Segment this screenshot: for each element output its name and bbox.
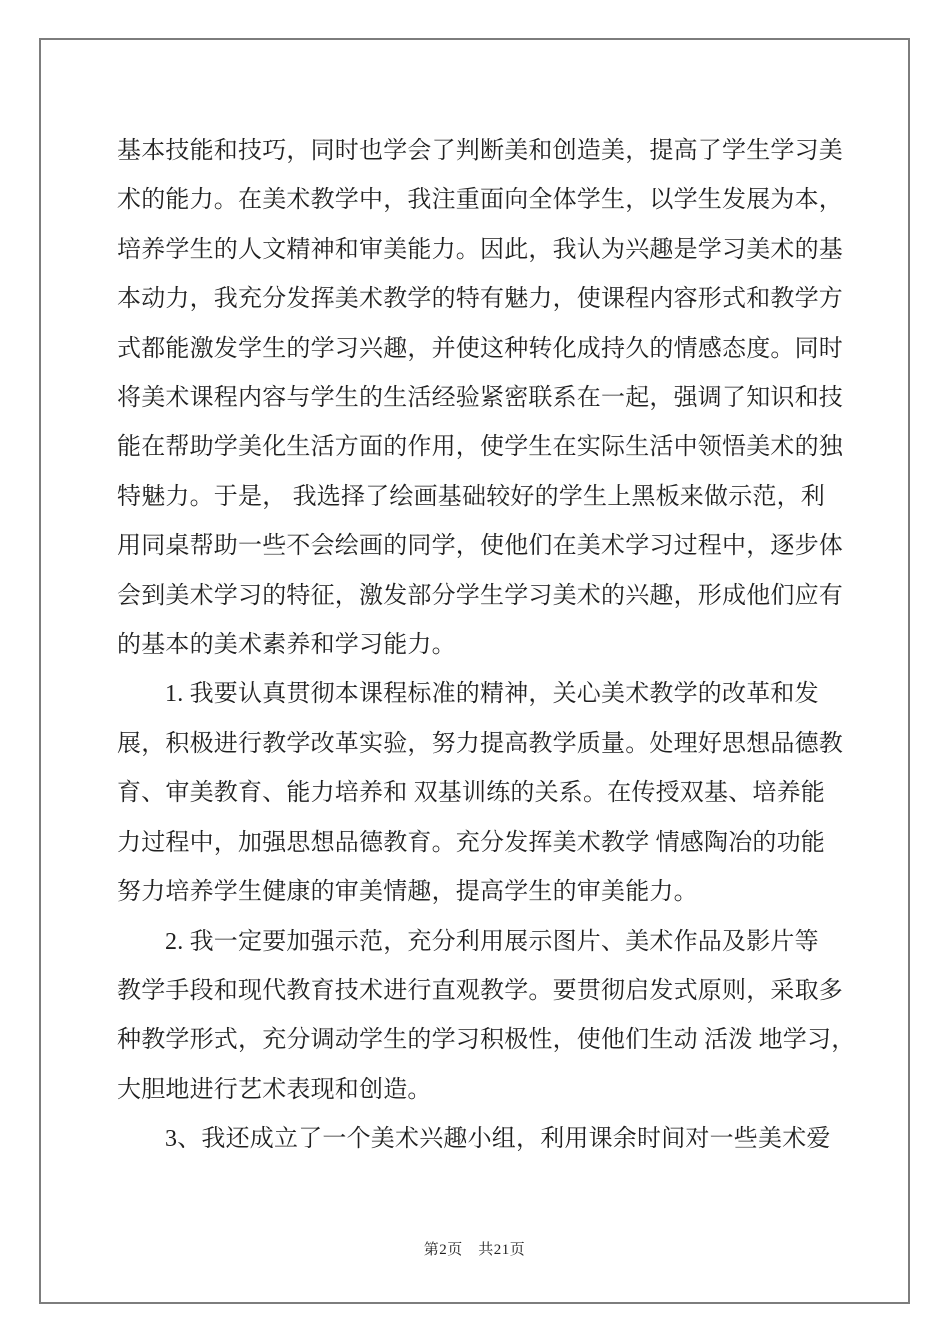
text-line: 力过程中，加强思想品德教育。充分发挥美术教学 情感陶冶的功能	[117, 829, 825, 856]
text-line: 用同桌帮助一些不会绘画的同学，使他们在美术学习过程中，逐步体	[117, 533, 843, 560]
text-line: 1. 我要认真贯彻本课程标准的精神，关心美术教学的改革和发	[165, 681, 819, 708]
text-line: 将美术课程内容与学生的生活经验紧密联系在一起，强调了知识和技	[117, 385, 843, 412]
paragraph	[117, 670, 847, 917]
text-line: 本动力，我充分发挥美术教学的特有魅力，使课程内容形式和教学方	[117, 286, 843, 313]
text-line: 努力培养学生健康的审美情趣，提高学生的审美能力。	[117, 879, 698, 906]
text-line: 式都能激发学生的学习兴趣，并使这种转化成持久的情感态度。同时	[117, 335, 843, 362]
text-line: 培养学生的人文精神和审美能力。因此，我认为兴趣是学习美术的基	[117, 236, 843, 263]
text-line: 特魅力。于是， 我选择了绘画基础较好的学生上黑板来做示范，利	[117, 483, 825, 510]
text-line: 基本技能和技巧，同时也学会了判断美和创造美，提高了学生学习美	[117, 138, 843, 164]
text-line: 2. 我一定要加强示范，充分利用展示图片、美术作品及影片等	[165, 928, 819, 955]
page-footer	[39, 1238, 910, 1259]
text-line: 能在帮助学美化生活方面的作用，使学生在实际生活中领悟美术的独	[117, 434, 843, 461]
paragraph	[117, 918, 856, 1116]
paragraph	[117, 127, 847, 670]
document-body	[117, 127, 856, 1165]
text-line: 的基本的美术素养和学习能力。	[117, 632, 456, 659]
paragraph	[117, 1115, 847, 1164]
text-line: 育、审美教育、能力培养和 双基训练的关系。在传授双基、培养能	[117, 780, 825, 807]
text-line: 展，积极进行教学改革实验，努力提高教学质量。处理好思想品德教	[117, 730, 843, 757]
text-line: 术的能力。在美术教学中，我注重面向全体学生，以学生发展为本，	[117, 187, 843, 214]
footer-page-indicator: 第2页 共21页	[423, 1242, 526, 1258]
text-line: 教学手段和现代教育技术进行直观教学。要贯彻启发式原则，采取多	[117, 977, 843, 1004]
text-line: 大胆地进行艺术表现和创造。	[117, 1076, 432, 1103]
text-line: 3、我还成立了一个美术兴趣小组，利用课余时间对一些美术爱	[165, 1126, 831, 1153]
text-line: 种教学形式，充分调动学生的学习积极性，使他们生动 活泼 地学习，	[117, 1027, 856, 1054]
text-line: 会到美术学习的特征，激发部分学生学习美术的兴趣，形成他们应有	[117, 582, 843, 609]
